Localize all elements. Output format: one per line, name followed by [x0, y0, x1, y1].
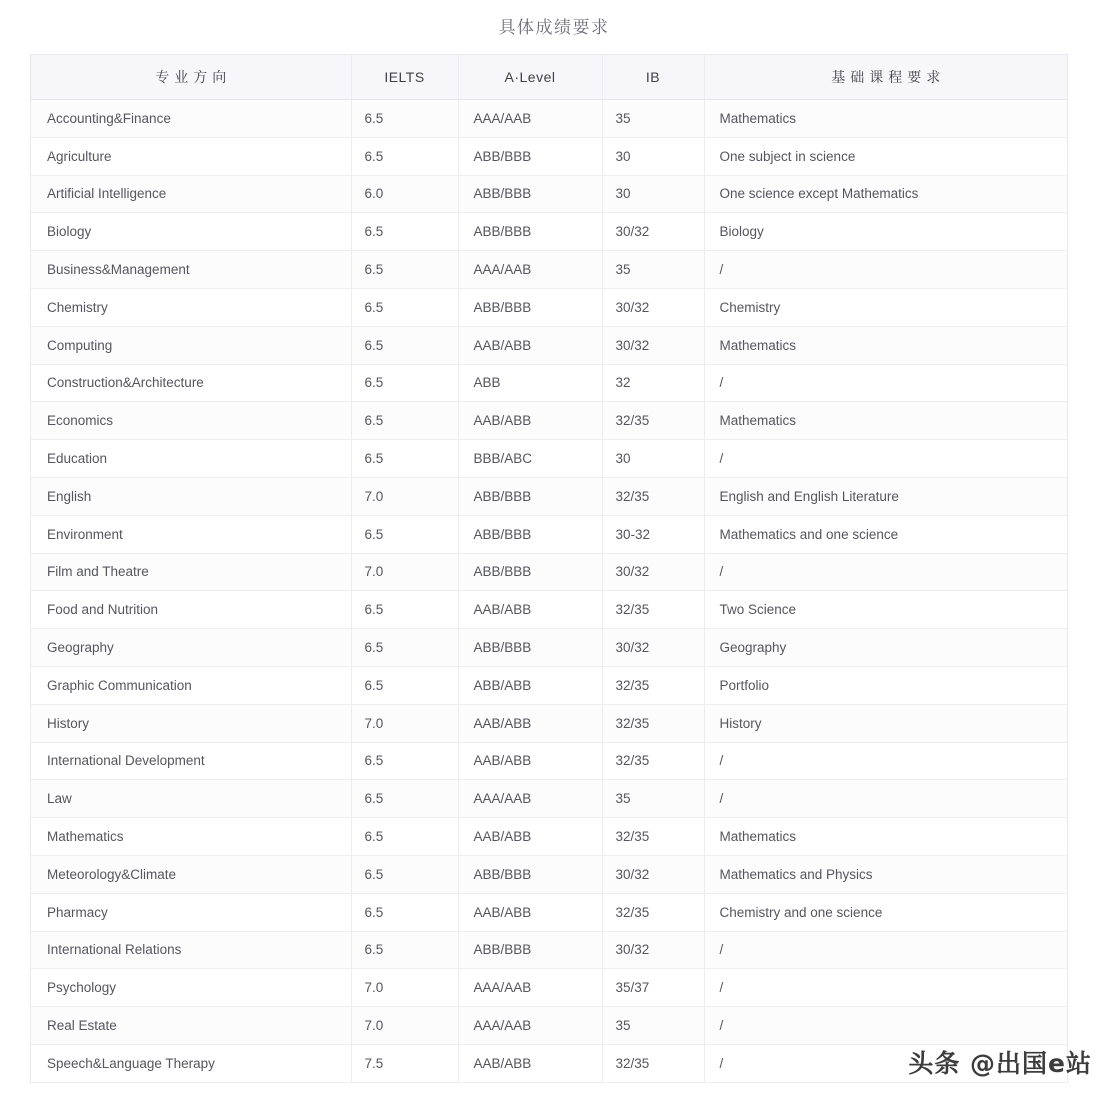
cell-alevel: ABB/BBB — [458, 553, 602, 591]
cell-course: / — [704, 780, 1067, 818]
cell-major: Economics — [31, 402, 351, 440]
column-header-alevel: A·Level — [458, 55, 602, 100]
table-row — [31, 591, 1067, 629]
cell-major: Real Estate — [31, 1007, 351, 1045]
cell-course: / — [704, 364, 1067, 402]
table-row — [31, 818, 1067, 856]
cell-course: Mathematics — [704, 402, 1067, 440]
column-header-ib: IB — [602, 55, 704, 100]
cell-ielts: 6.5 — [351, 780, 458, 818]
cell-alevel: AAA/AAB — [458, 1007, 602, 1045]
table-row — [31, 402, 1067, 440]
cell-ielts: 6.5 — [351, 742, 458, 780]
cell-major: Meteorology&Climate — [31, 855, 351, 893]
table-row — [31, 251, 1067, 289]
cell-ielts: 6.5 — [351, 629, 458, 667]
cell-major: Agriculture — [31, 137, 351, 175]
cell-alevel: AAA/AAB — [458, 780, 602, 818]
cell-ielts: 6.0 — [351, 175, 458, 213]
cell-major: Business&Management — [31, 251, 351, 289]
cell-course: History — [704, 704, 1067, 742]
table-row — [31, 855, 1067, 893]
cell-alevel: AAA/AAB — [458, 100, 602, 138]
cell-alevel: ABB/BBB — [458, 515, 602, 553]
cell-course: One science except Mathematics — [704, 175, 1067, 213]
cell-course: / — [704, 1007, 1067, 1045]
cell-ib: 30/32 — [602, 553, 704, 591]
column-header-ielts: IELTS — [351, 55, 458, 100]
table-row — [31, 175, 1067, 213]
cell-ielts: 7.0 — [351, 704, 458, 742]
cell-course: Geography — [704, 629, 1067, 667]
cell-course: / — [704, 742, 1067, 780]
cell-major: Artificial Intelligence — [31, 175, 351, 213]
cell-ib: 32/35 — [602, 742, 704, 780]
column-header-major: 专业方向 — [31, 55, 351, 100]
cell-course: / — [704, 931, 1067, 969]
cell-ib: 35 — [602, 100, 704, 138]
cell-ib: 30/32 — [602, 326, 704, 364]
cell-alevel: ABB/BBB — [458, 629, 602, 667]
cell-alevel: ABB/BBB — [458, 213, 602, 251]
cell-ib: 32/35 — [602, 477, 704, 515]
table-header-row — [31, 55, 1067, 100]
cell-alevel: ABB/BBB — [458, 855, 602, 893]
cell-ib: 32/35 — [602, 893, 704, 931]
cell-alevel: AAB/ABB — [458, 742, 602, 780]
cell-ielts: 6.5 — [351, 855, 458, 893]
cell-ib: 32 — [602, 364, 704, 402]
cell-ib: 32/35 — [602, 666, 704, 704]
table-row — [31, 704, 1067, 742]
cell-major: English — [31, 477, 351, 515]
cell-course: Mathematics — [704, 100, 1067, 138]
cell-course: Two Science — [704, 591, 1067, 629]
table-body — [31, 100, 1067, 1083]
table-row — [31, 440, 1067, 478]
cell-major: Film and Theatre — [31, 553, 351, 591]
cell-alevel: ABB/BBB — [458, 931, 602, 969]
cell-ielts: 7.0 — [351, 969, 458, 1007]
cell-ielts: 6.5 — [351, 440, 458, 478]
cell-ib: 30 — [602, 440, 704, 478]
cell-ielts: 7.5 — [351, 1044, 458, 1082]
cell-ib: 30/32 — [602, 213, 704, 251]
table-row — [31, 629, 1067, 667]
cell-ielts: 6.5 — [351, 818, 458, 856]
cell-ielts: 6.5 — [351, 213, 458, 251]
table-header — [31, 55, 1067, 100]
cell-alevel: AAB/ABB — [458, 818, 602, 856]
cell-alevel: AAB/ABB — [458, 591, 602, 629]
table-row — [31, 553, 1067, 591]
table-row — [31, 515, 1067, 553]
cell-course: Mathematics and one science — [704, 515, 1067, 553]
cell-ielts: 6.5 — [351, 402, 458, 440]
cell-ielts: 7.0 — [351, 1007, 458, 1045]
table-row — [31, 326, 1067, 364]
cell-course: Biology — [704, 213, 1067, 251]
table-row — [31, 893, 1067, 931]
cell-major: Speech&Language Therapy — [31, 1044, 351, 1082]
table-row — [31, 666, 1067, 704]
table-row — [31, 288, 1067, 326]
cell-major: Law — [31, 780, 351, 818]
cell-ielts: 7.0 — [351, 477, 458, 515]
cell-major: Computing — [31, 326, 351, 364]
cell-ielts: 6.5 — [351, 364, 458, 402]
cell-course: Portfolio — [704, 666, 1067, 704]
cell-major: Education — [31, 440, 351, 478]
cell-ib: 30/32 — [602, 288, 704, 326]
cell-ib: 35 — [602, 780, 704, 818]
cell-ielts: 6.5 — [351, 326, 458, 364]
cell-major: History — [31, 704, 351, 742]
table-row — [31, 364, 1067, 402]
requirements-table-container — [30, 54, 1068, 1083]
cell-course: / — [704, 969, 1067, 1007]
cell-ib: 30/32 — [602, 629, 704, 667]
table-row — [31, 969, 1067, 1007]
cell-major: Accounting&Finance — [31, 100, 351, 138]
page-title: 具体成绩要求 — [498, 18, 610, 37]
cell-ib: 30/32 — [602, 931, 704, 969]
cell-ielts: 6.5 — [351, 666, 458, 704]
cell-alevel: AAB/ABB — [458, 1044, 602, 1082]
cell-ib: 30 — [602, 175, 704, 213]
cell-ib: 32/35 — [602, 591, 704, 629]
cell-alevel: ABB — [458, 364, 602, 402]
cell-major: Chemistry — [31, 288, 351, 326]
cell-major: Geography — [31, 629, 351, 667]
cell-course: Mathematics — [704, 818, 1067, 856]
cell-ielts: 6.5 — [351, 288, 458, 326]
cell-course: Chemistry — [704, 288, 1067, 326]
cell-major: Food and Nutrition — [31, 591, 351, 629]
table-row — [31, 742, 1067, 780]
cell-course: Mathematics — [704, 326, 1067, 364]
table-row — [31, 137, 1067, 175]
cell-major: Biology — [31, 213, 351, 251]
cell-ielts: 7.0 — [351, 553, 458, 591]
cell-alevel: ABB/BBB — [458, 175, 602, 213]
cell-alevel: AAB/ABB — [458, 326, 602, 364]
cell-alevel: ABB/BBB — [458, 477, 602, 515]
cell-ielts: 6.5 — [351, 931, 458, 969]
cell-major: International Relations — [31, 931, 351, 969]
cell-ib: 35/37 — [602, 969, 704, 1007]
cell-major: Environment — [31, 515, 351, 553]
cell-alevel: AAA/AAB — [458, 251, 602, 289]
cell-course: / — [704, 440, 1067, 478]
cell-ielts: 6.5 — [351, 515, 458, 553]
cell-alevel: AAB/ABB — [458, 704, 602, 742]
cell-ib: 30-32 — [602, 515, 704, 553]
table-row — [31, 780, 1067, 818]
column-header-course: 基础课程要求 — [704, 55, 1067, 100]
cell-course: One subject in science — [704, 137, 1067, 175]
cell-alevel: AAB/ABB — [458, 402, 602, 440]
cell-ib: 35 — [602, 1007, 704, 1045]
cell-alevel: AAB/ABB — [458, 893, 602, 931]
table-row — [31, 477, 1067, 515]
cell-major: Construction&Architecture — [31, 364, 351, 402]
cell-ielts: 6.5 — [351, 251, 458, 289]
cell-major: Graphic Communication — [31, 666, 351, 704]
cell-course: Mathematics and Physics — [704, 855, 1067, 893]
cell-major: Psychology — [31, 969, 351, 1007]
cell-course: / — [704, 251, 1067, 289]
cell-alevel: ABB/ABB — [458, 666, 602, 704]
cell-alevel: AAA/AAB — [458, 969, 602, 1007]
cell-major: International Development — [31, 742, 351, 780]
cell-course: / — [704, 553, 1067, 591]
cell-ib: 32/35 — [602, 1044, 704, 1082]
table-row — [31, 213, 1067, 251]
cell-ielts: 6.5 — [351, 100, 458, 138]
table-row — [31, 1007, 1067, 1045]
cell-ib: 32/35 — [602, 818, 704, 856]
table-row — [31, 931, 1067, 969]
cell-ielts: 6.5 — [351, 137, 458, 175]
cell-course: / — [704, 1044, 1067, 1082]
cell-alevel: ABB/BBB — [458, 288, 602, 326]
cell-alevel: ABB/BBB — [458, 137, 602, 175]
cell-ib: 30 — [602, 137, 704, 175]
cell-ielts: 6.5 — [351, 591, 458, 629]
cell-course: Chemistry and one science — [704, 893, 1067, 931]
cell-ib: 30/32 — [602, 855, 704, 893]
cell-ib: 35 — [602, 251, 704, 289]
requirements-table — [31, 55, 1067, 1083]
cell-course: English and English Literature — [704, 477, 1067, 515]
table-row — [31, 100, 1067, 138]
cell-ib: 32/35 — [602, 402, 704, 440]
cell-major: Mathematics — [31, 818, 351, 856]
cell-ielts: 6.5 — [351, 893, 458, 931]
watermark: 头条 @出国e站 — [908, 1049, 1092, 1078]
cell-ib: 32/35 — [602, 704, 704, 742]
cell-alevel: BBB/ABC — [458, 440, 602, 478]
cell-major: Pharmacy — [31, 893, 351, 931]
